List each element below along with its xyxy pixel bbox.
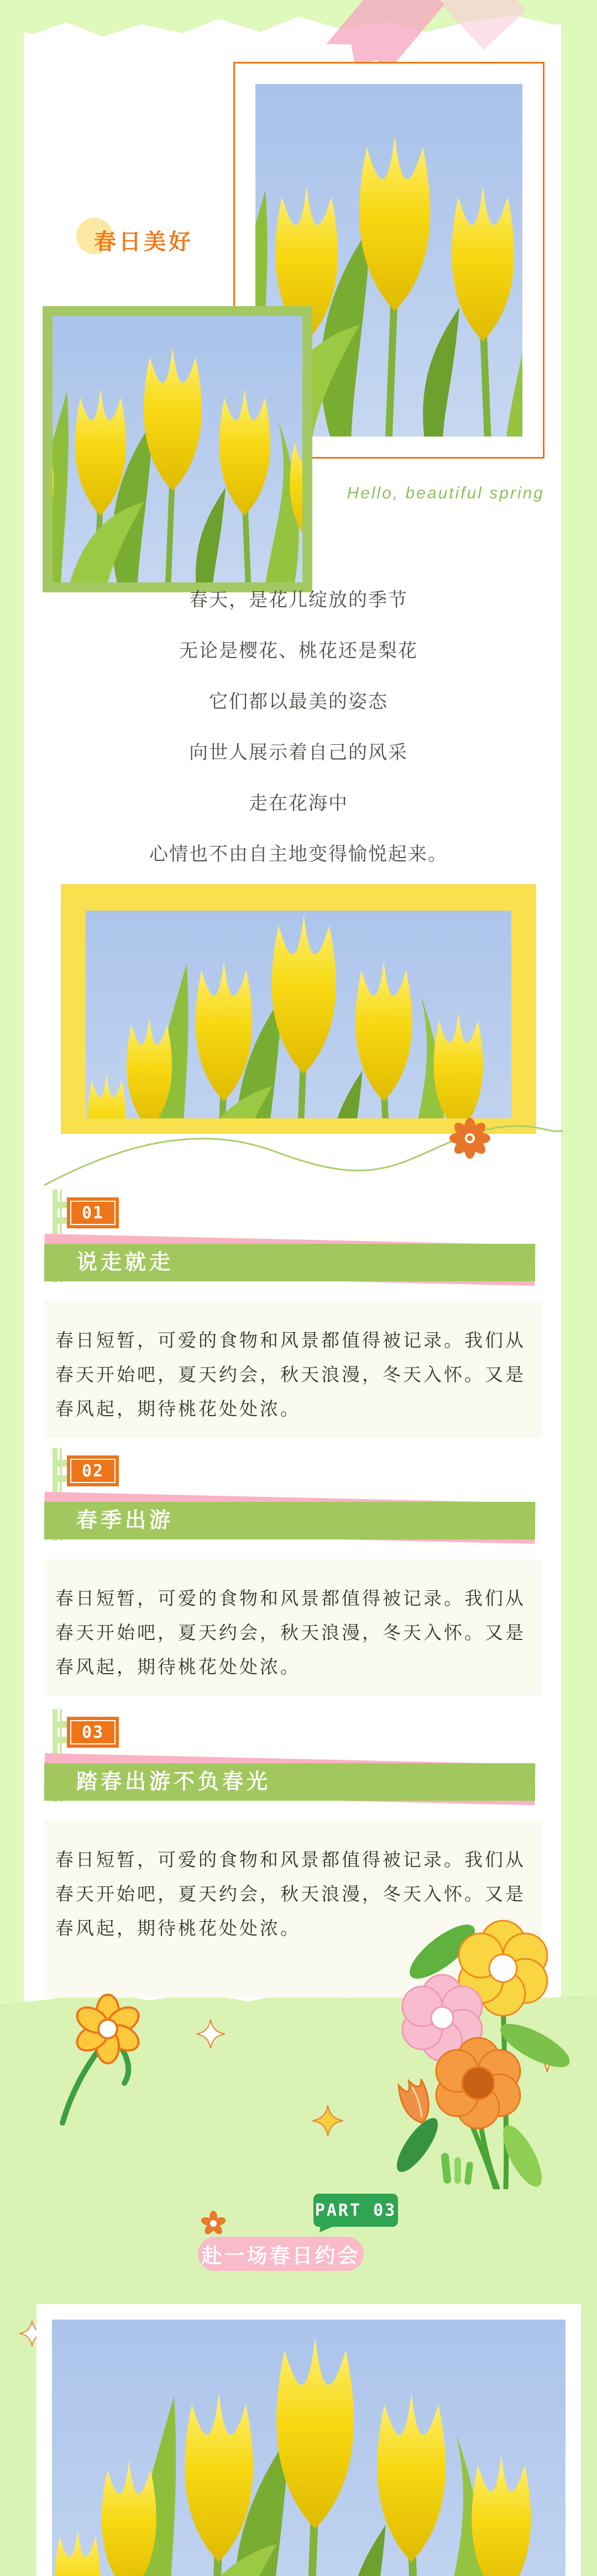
section-block-02 bbox=[0, 1451, 597, 1711]
section-title-bar: 说走就走 bbox=[44, 1244, 535, 1281]
photo-frame-yellow bbox=[61, 884, 536, 1134]
poem-line: 无论是樱花、桃花还是梨花 bbox=[179, 640, 418, 661]
section-body: 春日短暂，可爱的食物和风景都值得被记录。我们从春天开始吧，夏天约会，秋天浪漫，冬天入怀。又是春风起，期待桃花处处浓。 bbox=[44, 1821, 542, 1997]
page-title: 春日美好 bbox=[94, 230, 193, 254]
poem bbox=[22, 575, 575, 880]
small-daisy-icon bbox=[47, 1984, 152, 2133]
poem-line: 它们都以最美的姿态 bbox=[209, 691, 388, 712]
photo-frame-white bbox=[36, 2304, 581, 2576]
tulip-photo-wide bbox=[86, 911, 511, 1118]
tulip-photo-bottom bbox=[52, 2320, 565, 2576]
section-body: 春日短暂，可爱的食物和风景都值得被记录。我们从春天开始吧，夏天约会，秋天浪漫，冬天入怀。又是春风起，期待桃花处处浓。 bbox=[44, 1301, 542, 1438]
section-number-badge bbox=[67, 1197, 119, 1228]
subtitle-english: Hello, beautiful spring bbox=[347, 484, 544, 502]
poem-line: 向世人展示着自己的风采 bbox=[189, 742, 408, 763]
section-number-badge bbox=[67, 1455, 119, 1486]
sparkle-icon bbox=[312, 2105, 343, 2136]
bouquet-illustration bbox=[387, 1880, 569, 2189]
section-title-bar: 春季出游 bbox=[44, 1502, 535, 1539]
section-title-bar: 踏春出游不负春光 bbox=[44, 1763, 535, 1801]
section-number: 01 bbox=[70, 1201, 116, 1225]
section-number: 02 bbox=[70, 1459, 116, 1483]
sprouts-icon bbox=[442, 2153, 481, 2187]
daisy-icon bbox=[449, 1118, 490, 1159]
wavy-line bbox=[39, 1111, 564, 1194]
section-number-badge bbox=[67, 1717, 119, 1748]
poem-line: 走在花海中 bbox=[249, 793, 348, 814]
tulip-photo-left bbox=[53, 316, 302, 582]
section-block-01 bbox=[0, 1193, 597, 1453]
section-number: 03 bbox=[70, 1720, 116, 1744]
invite-badge: 赴一场春日约会 bbox=[198, 2237, 364, 2271]
poem-line: 春天，是花儿绽放的季节 bbox=[189, 590, 408, 611]
part-badge: PART 03 bbox=[313, 2194, 398, 2227]
mini-daisy-icon bbox=[200, 2210, 227, 2237]
section-body: 春日短暂，可爱的食物和风景都值得被记录。我们从春天开始吧，夏天约会，秋天浪漫，冬天入怀。又是春风起，期待桃花处处浓。 bbox=[44, 1559, 542, 1696]
sparkle-icon bbox=[196, 2020, 225, 2048]
poem-line: 心情也不由自主地变得愉悦起来。 bbox=[149, 844, 448, 865]
photo-frame-green bbox=[43, 306, 312, 592]
